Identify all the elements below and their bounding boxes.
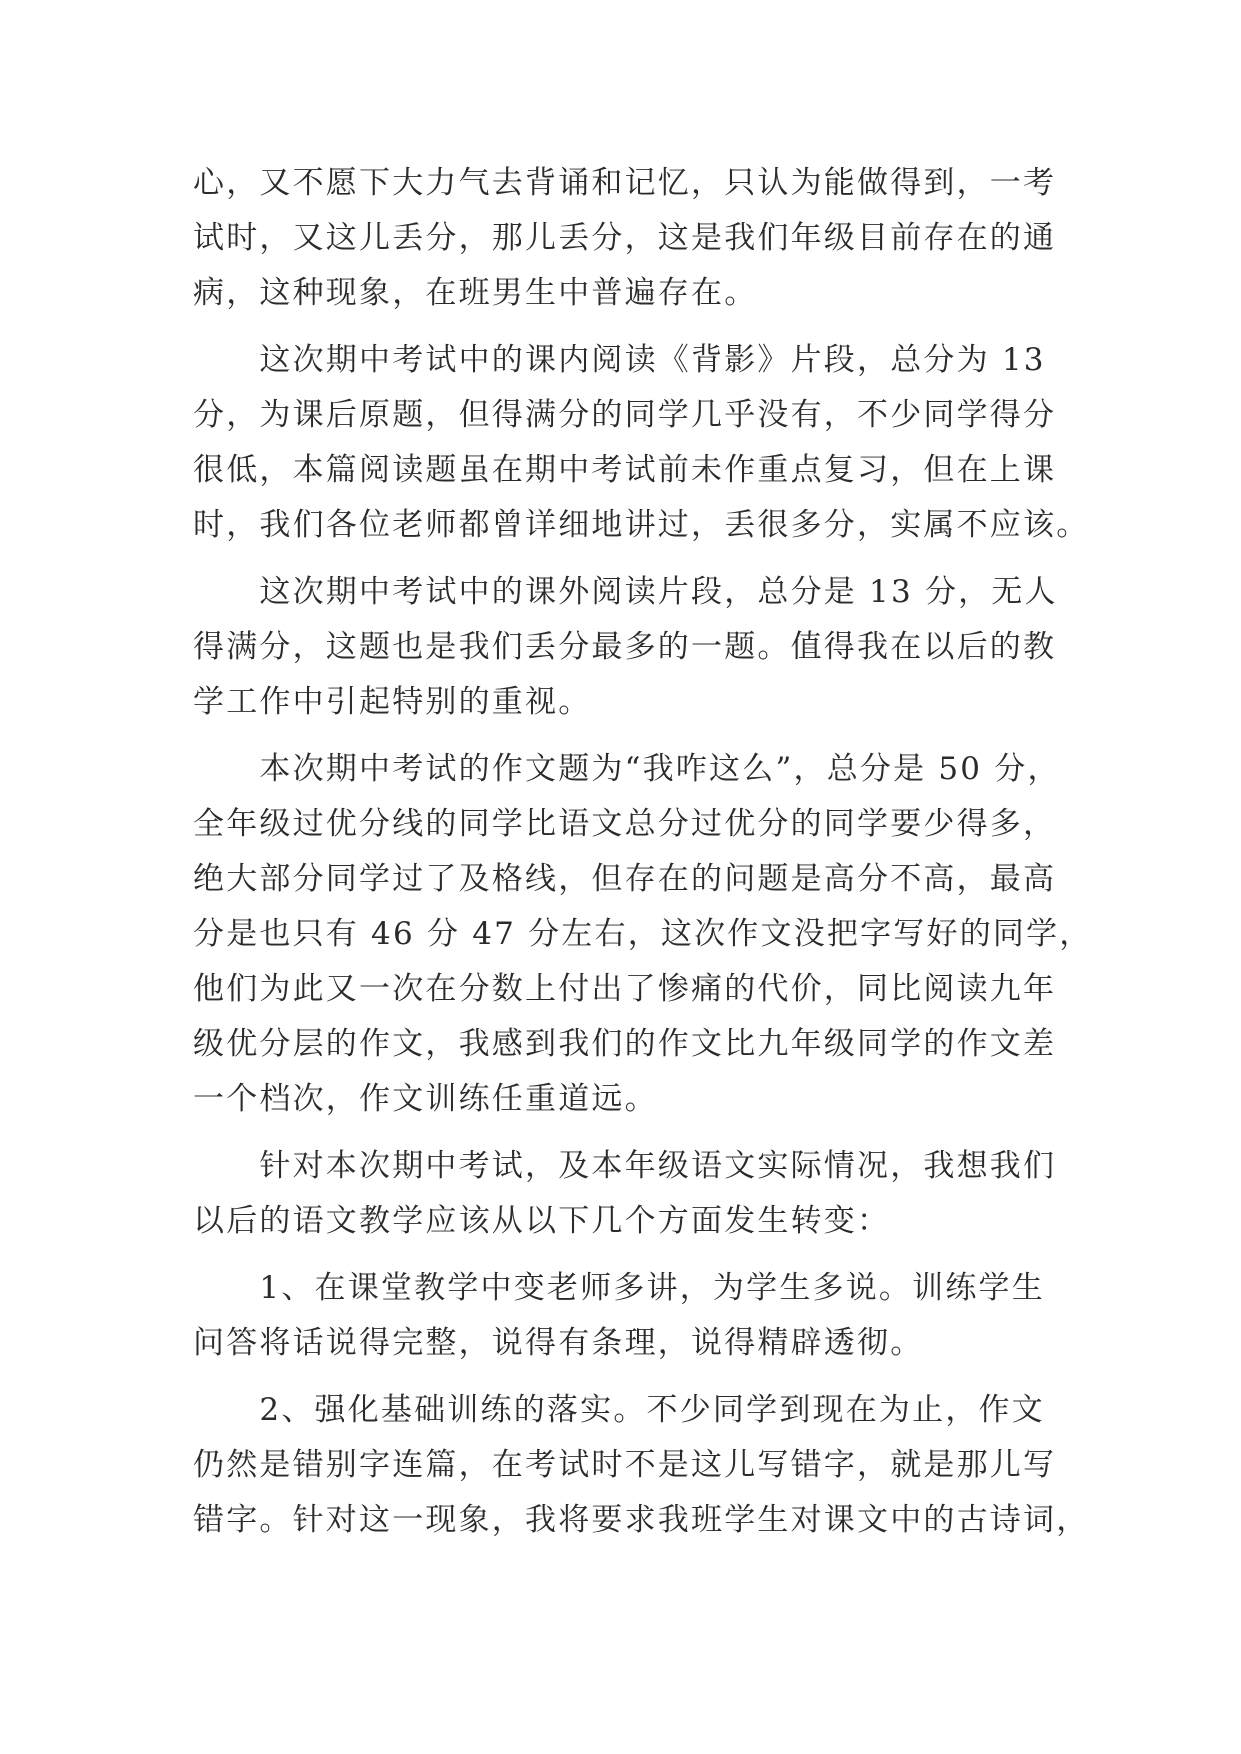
text-line: 得满分，这题也是我们丢分最多的一题。值得我在以后的教	[193, 629, 1057, 665]
paragraph	[193, 742, 1093, 1127]
text-line: 全年级过优分线的同学比语文总分过优分的同学要少得多，	[193, 806, 1057, 842]
paragraph	[193, 1261, 1053, 1371]
text-line: 分是也只有 46 分 47 分左右，这次作文没把字写好的同学，	[193, 916, 1093, 952]
text-line: 一个档次，作文训练任重道远。	[193, 1081, 658, 1117]
paragraph	[193, 565, 1058, 730]
paragraph	[193, 1383, 1090, 1548]
paragraph	[193, 333, 1090, 553]
text-line: 以后的语文教学应该从以下几个方面发生转变：	[193, 1203, 891, 1239]
text-line: 这次期中考试中的课外阅读片段，总分是 13 分，无人	[193, 574, 1058, 610]
text-line: 本次期中考试的作文题为“我咋这么”，总分是 50 分，	[193, 751, 1061, 787]
body-text	[193, 156, 1093, 1548]
paragraph	[193, 156, 1057, 321]
text-line: 分，为课后原题，但得满分的同学几乎没有，不少同学得分	[193, 397, 1057, 433]
text-line: 心，又不愿下大力气去背诵和记忆，只认为能做得到，一考	[193, 165, 1057, 201]
text-line: 仍然是错别字连篇，在考试时不是这儿写错字，就是那儿写	[193, 1447, 1057, 1483]
text-line: 2、强化基础训练的落实。不少同学到现在为止，作文	[193, 1392, 1045, 1428]
text-line: 很低，本篇阅读题虽在期中考试前未作重点复习，但在上课	[193, 452, 1057, 488]
paragraph	[193, 1139, 1057, 1249]
text-line: 时，我们各位老师都曾详细地讲过，丢很多分，实属不应该。	[193, 507, 1090, 543]
text-line: 学工作中引起特别的重视。	[193, 684, 592, 720]
text-line: 1、在课堂教学中变老师多讲，为学生多说。训练学生	[193, 1270, 1045, 1306]
text-line: 绝大部分同学过了及格线，但存在的问题是高分不高，最高	[193, 861, 1057, 897]
text-line: 问答将话说得完整，说得有条理，说得精辟透彻。	[193, 1325, 924, 1361]
text-line: 病，这种现象，在班男生中普遍存在。	[193, 275, 758, 311]
text-line: 这次期中考试中的课内阅读《背影》片段，总分为 13	[193, 342, 1046, 378]
text-line: 级优分层的作文，我感到我们的作文比九年级同学的作文差	[193, 1026, 1057, 1062]
text-line: 错字。针对这一现象，我将要求我班学生对课文中的古诗词，	[193, 1502, 1090, 1538]
text-line: 试时，又这儿丢分，那儿丢分，这是我们年级目前存在的通	[193, 220, 1057, 256]
text-line: 针对本次期中考试，及本年级语文实际情况，我想我们	[193, 1148, 1057, 1184]
text-line: 他们为此又一次在分数上付出了惨痛的代价，同比阅读九年	[193, 971, 1057, 1007]
